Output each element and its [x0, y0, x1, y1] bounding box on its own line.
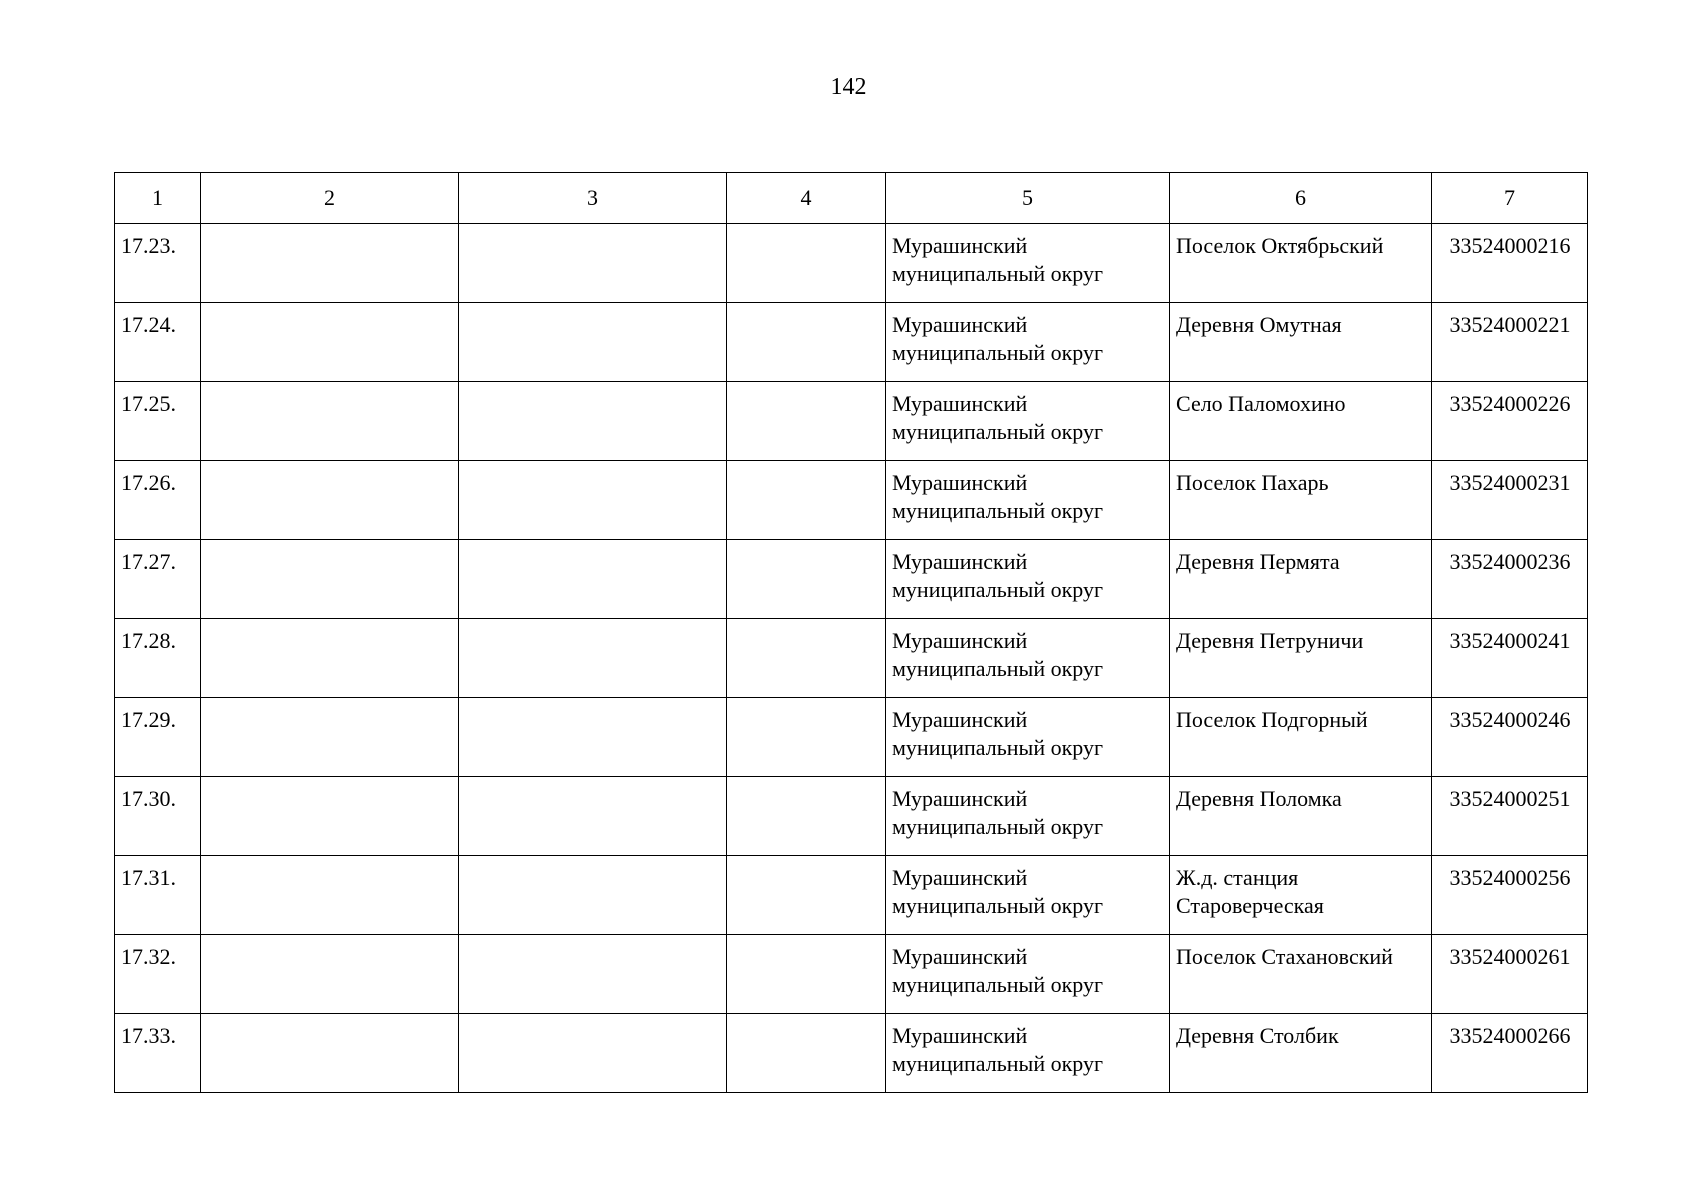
column-4-cell [727, 1014, 886, 1093]
code-cell: 33524000236 [1432, 540, 1588, 619]
row-number: 17.25. [115, 382, 201, 461]
settlement-cell: Поселок Стахановский [1170, 935, 1432, 1014]
district-cell: Мурашинский муниципальный округ [886, 935, 1170, 1014]
header-cell-7: 7 [1432, 173, 1588, 224]
table-row [115, 777, 1588, 856]
header-cell-1: 1 [115, 173, 201, 224]
header-cell-5: 5 [886, 173, 1170, 224]
header-cell-6: 6 [1170, 173, 1432, 224]
table-row [115, 461, 1588, 540]
column-3-cell [459, 224, 727, 303]
row-number: 17.31. [115, 856, 201, 935]
settlement-cell: Деревня Поломка [1170, 777, 1432, 856]
code-cell: 33524000216 [1432, 224, 1588, 303]
header-row [115, 173, 1588, 224]
row-number: 17.23. [115, 224, 201, 303]
column-3-cell [459, 303, 727, 382]
table-row [115, 935, 1588, 1014]
column-2-cell [201, 303, 459, 382]
table-row [115, 382, 1588, 461]
code-cell: 33524000256 [1432, 856, 1588, 935]
column-4-cell [727, 224, 886, 303]
settlement-cell: Поселок Октябрьский [1170, 224, 1432, 303]
settlement-cell: Деревня Петруничи [1170, 619, 1432, 698]
column-3-cell [459, 540, 727, 619]
settlement-cell: Ж.д. станция Староверческая [1170, 856, 1432, 935]
column-2-cell [201, 935, 459, 1014]
column-3-cell [459, 1014, 727, 1093]
column-2-cell [201, 698, 459, 777]
column-4-cell [727, 382, 886, 461]
code-cell: 33524000226 [1432, 382, 1588, 461]
code-cell: 33524000251 [1432, 777, 1588, 856]
table-row [115, 540, 1588, 619]
column-2-cell [201, 1014, 459, 1093]
column-4-cell [727, 461, 886, 540]
column-2-cell [201, 856, 459, 935]
column-4-cell [727, 777, 886, 856]
row-number: 17.27. [115, 540, 201, 619]
settlement-cell: Деревня Омутная [1170, 303, 1432, 382]
code-cell: 33524000261 [1432, 935, 1588, 1014]
district-cell: Мурашинский муниципальный округ [886, 461, 1170, 540]
table-row [115, 1014, 1588, 1093]
table-row [115, 698, 1588, 777]
district-cell: Мурашинский муниципальный округ [886, 698, 1170, 777]
table-row [115, 224, 1588, 303]
header-cell-2: 2 [201, 173, 459, 224]
header-cell-3: 3 [459, 173, 727, 224]
district-cell: Мурашинский муниципальный округ [886, 619, 1170, 698]
row-number: 17.28. [115, 619, 201, 698]
column-4-cell [727, 303, 886, 382]
code-cell: 33524000241 [1432, 619, 1588, 698]
table-row [115, 619, 1588, 698]
table-body [115, 224, 1588, 1093]
row-number: 17.26. [115, 461, 201, 540]
table-row [115, 303, 1588, 382]
column-3-cell [459, 935, 727, 1014]
row-number: 17.29. [115, 698, 201, 777]
column-3-cell [459, 461, 727, 540]
column-4-cell [727, 619, 886, 698]
column-2-cell [201, 777, 459, 856]
data-table [114, 172, 1588, 1093]
district-cell: Мурашинский муниципальный округ [886, 1014, 1170, 1093]
column-2-cell [201, 382, 459, 461]
district-cell: Мурашинский муниципальный округ [886, 856, 1170, 935]
column-2-cell [201, 224, 459, 303]
column-3-cell [459, 777, 727, 856]
column-4-cell [727, 856, 886, 935]
column-4-cell [727, 540, 886, 619]
column-4-cell [727, 935, 886, 1014]
column-2-cell [201, 461, 459, 540]
row-number: 17.24. [115, 303, 201, 382]
page-number: 142 [830, 74, 867, 100]
code-cell: 33524000266 [1432, 1014, 1588, 1093]
column-3-cell [459, 619, 727, 698]
settlement-cell: Деревня Столбик [1170, 1014, 1432, 1093]
code-cell: 33524000231 [1432, 461, 1588, 540]
row-number: 17.30. [115, 777, 201, 856]
row-number: 17.33. [115, 1014, 201, 1093]
settlement-cell: Деревня Пермята [1170, 540, 1432, 619]
district-cell: Мурашинский муниципальный округ [886, 777, 1170, 856]
table-row [115, 856, 1588, 935]
district-cell: Мурашинский муниципальный округ [886, 303, 1170, 382]
column-3-cell [459, 382, 727, 461]
table-header [115, 173, 1588, 224]
column-3-cell [459, 698, 727, 777]
code-cell: 33524000246 [1432, 698, 1588, 777]
column-2-cell [201, 540, 459, 619]
header-cell-4: 4 [727, 173, 886, 224]
column-3-cell [459, 856, 727, 935]
district-cell: Мурашинский муниципальный округ [886, 540, 1170, 619]
settlement-cell: Село Паломохино [1170, 382, 1432, 461]
settlement-cell: Поселок Подгорный [1170, 698, 1432, 777]
district-cell: Мурашинский муниципальный округ [886, 224, 1170, 303]
code-cell: 33524000221 [1432, 303, 1588, 382]
column-4-cell [727, 698, 886, 777]
column-2-cell [201, 619, 459, 698]
district-cell: Мурашинский муниципальный округ [886, 382, 1170, 461]
settlement-cell: Поселок Пахарь [1170, 461, 1432, 540]
row-number: 17.32. [115, 935, 201, 1014]
